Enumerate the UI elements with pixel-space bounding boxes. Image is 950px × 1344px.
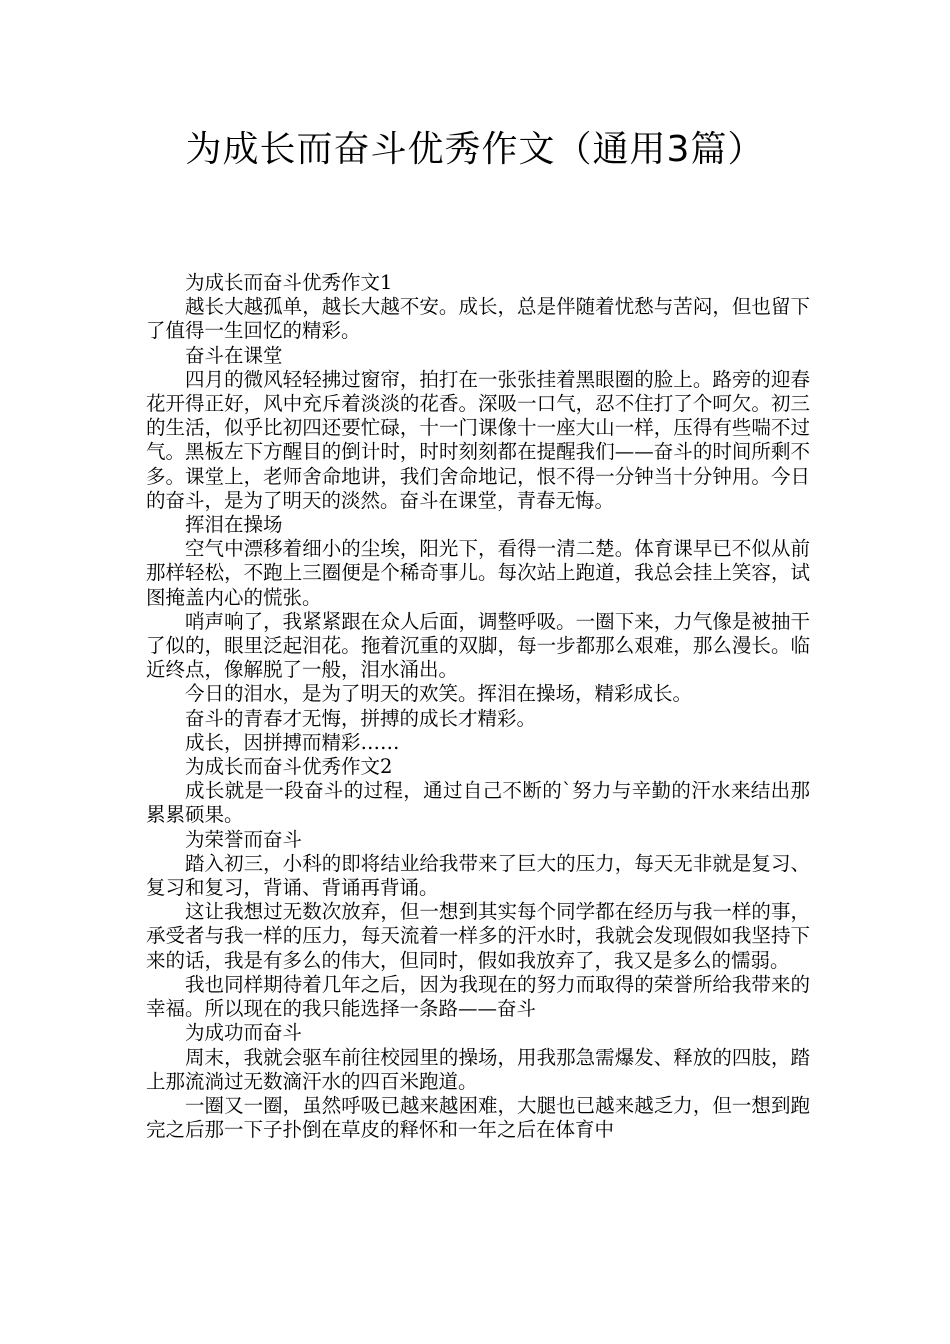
paragraph: 我也同样期待着几年之后，因为我现在的努力而取得的荣誉所给我带来的幸福。所以现在的我只能选择一条路——奋斗 xyxy=(146,972,810,1021)
subsection-heading: 为荣誉而奋斗 xyxy=(185,827,303,851)
paragraph: 周末，我就会驱车前往校园里的操场，用我那急需爆发、释放的四肢，踏上那流淌过无数滴汗水的四百米跑道。 xyxy=(146,1045,810,1093)
subsection-heading: 挥泪在操场 xyxy=(185,513,283,537)
paragraph: 四月的微风轻轻拂过窗帘，拍打在一张张挂着黑眼圈的脸上。路旁的迎春花开得正好，风中充斥着淡淡的花香。深吸一口气，忍不住打了个呵欠。初三的生活，似乎比初四还要忙碌，十一门课像十一座大山一样，压得有些喘不过气。黑板左下方醒目的倒计时，时时刻刻都在提醒我们——奋斗的时间所剩不多。课堂上，老师舍命地讲，我们舍命地记，恨不得一分钟当十分钟用。今日的奋斗，是为了明天的淡然。奋斗在课堂，青春无悔。 xyxy=(146,367,810,512)
paragraph: 成长就是一段奋斗的过程，通过自己不断的`努力与辛勤的汗水来结出那累累硕果。 xyxy=(146,779,810,827)
paragraph: 一圈又一圈，虽然呼吸已越来越困难，大腿也已越来越乏力，但一想到跑完之后那一下子扑倒在草皮的释怀和一年之后在体育中 xyxy=(146,1093,810,1142)
paragraph: 哨声响了，我紧紧跟在众人后面，调整呼吸。一圈下来，力气像是被抽干了似的，眼里泛起泪花。拖着沉重的双脚，每一步都那么艰难，那么漫长。临近终点，像解脱了一般，泪水涌出。 xyxy=(146,609,810,682)
paragraph: 这让我想过无数次放弃，但一想到其实每个同学都在经历与我一样的事，承受者与我一样的压力，每天流着一样多的汗水时，我就会发现假如我坚持下来的话，我是有多么的伟大，但同时，假如我放弃了，我又是多么的懦弱。 xyxy=(146,900,810,972)
paragraph: 成长，因拼搏而精彩…… xyxy=(185,730,400,754)
paragraph: 今日的泪水，是为了明天的欢笑。挥泪在操场，精彩成长。 xyxy=(185,682,693,706)
section-heading: 为成长而奋斗优秀作文1 xyxy=(185,271,393,294)
subsection-heading: 为成功而奋斗 xyxy=(185,1021,303,1045)
document-title: 为成长而奋斗优秀作文（通用3篇） xyxy=(185,129,765,170)
paragraph: 空气中漂移着细小的尘埃，阳光下，看得一清二楚。体育课早已不似从前那样轻松，不跑上三圈便是个稀奇事儿。每次站上跑道，我总会挂上笑容，试图掩盖内心的慌张。 xyxy=(146,537,810,609)
subsection-heading: 奋斗在课堂 xyxy=(185,343,283,367)
document-body xyxy=(146,271,810,1142)
paragraph: 奋斗的青春才无悔，拼搏的成长才精彩。 xyxy=(185,706,537,730)
paragraph: 踏入初三，小科的即将结业给我带来了巨大的压力，每天无非就是复习、复习和复习，背诵、背诵再背诵。 xyxy=(146,851,810,900)
section-heading: 为成长而奋斗优秀作文2 xyxy=(185,755,393,779)
paragraph: 越长大越孤单，越长大越不安。成长，总是伴随着忧愁与苦闷，但也留下了值得一生回忆的精彩。 xyxy=(146,295,810,343)
